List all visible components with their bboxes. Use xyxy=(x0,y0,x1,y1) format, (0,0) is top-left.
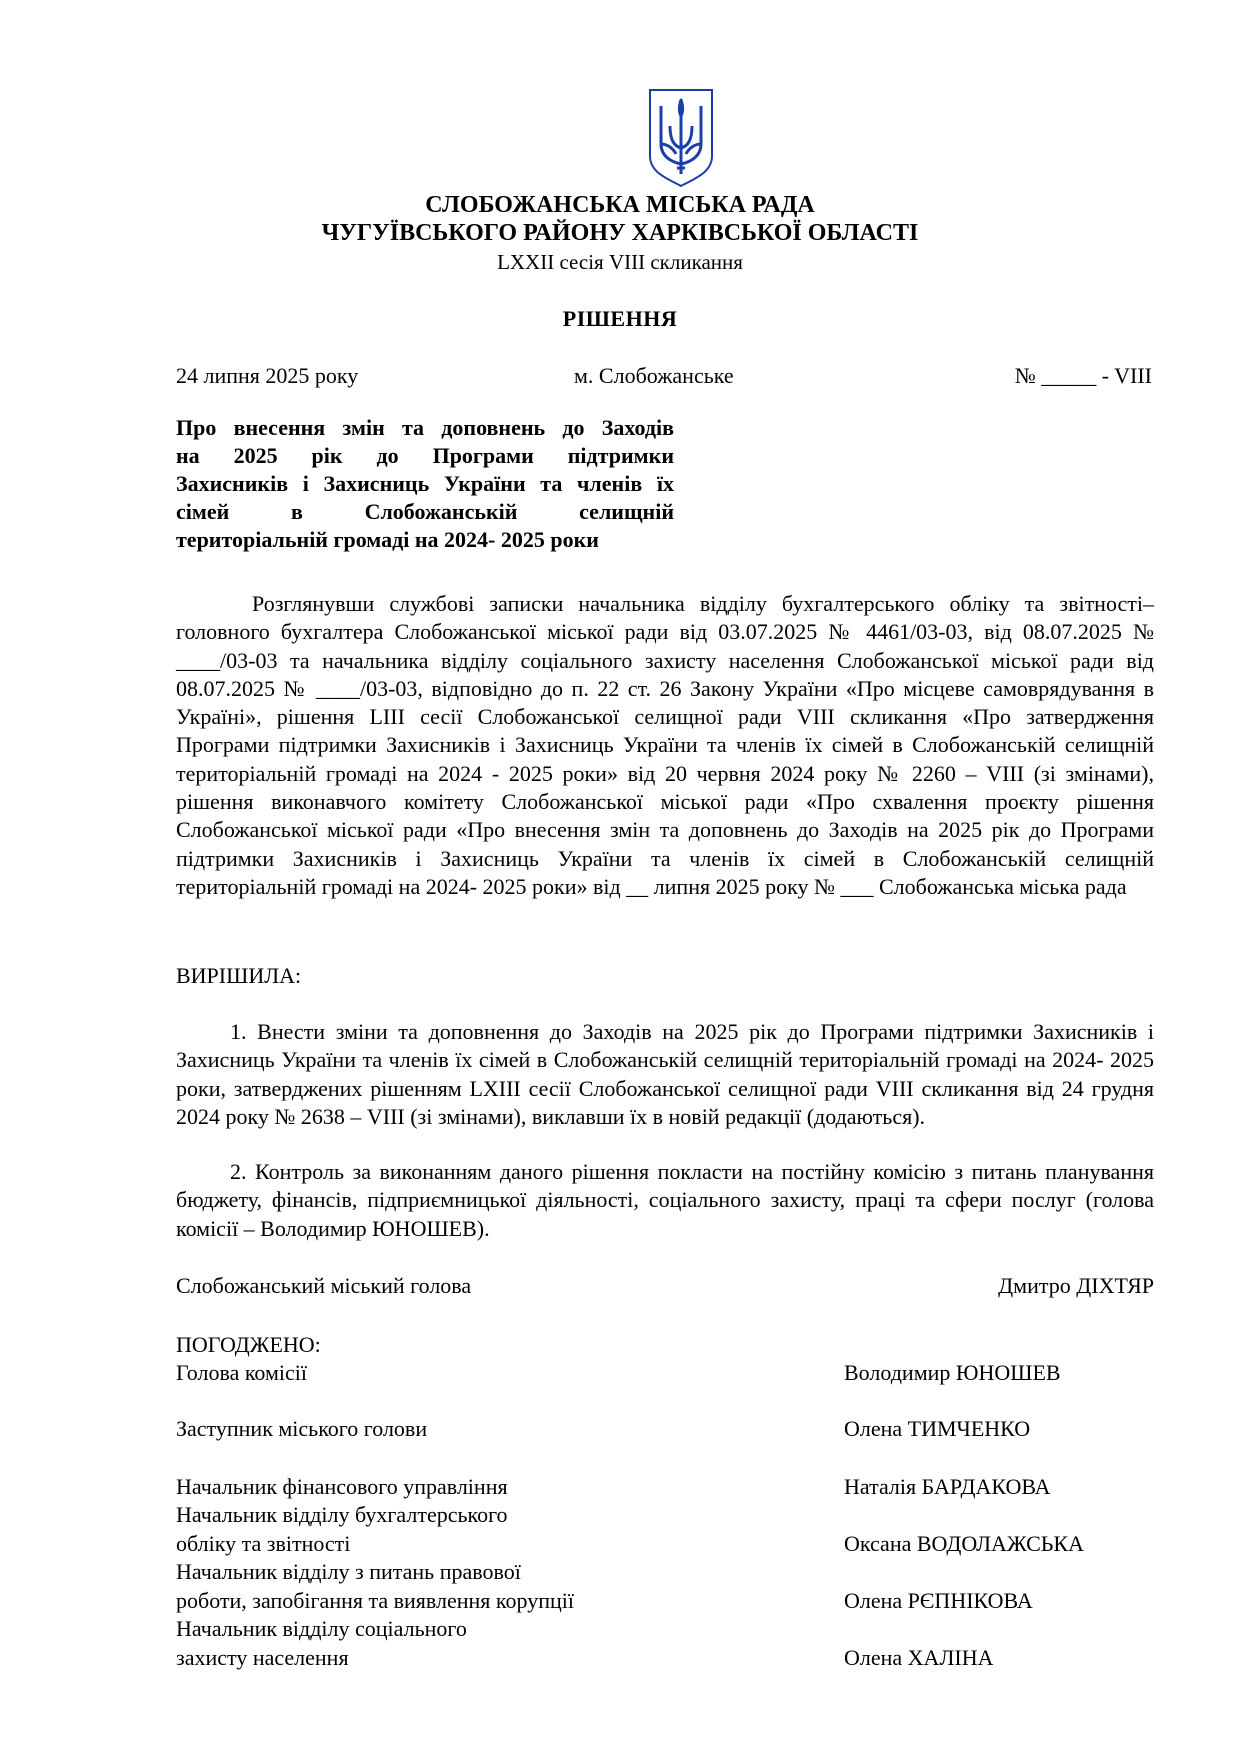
document-number: № _____ - VIII xyxy=(1014,363,1152,388)
approval-position: Начальник відділу бухгалтерського xyxy=(176,1502,508,1527)
signature-name: Дмитро ДІХТЯР xyxy=(998,1273,1154,1298)
approval-position: Начальник відділу соціального xyxy=(176,1616,467,1641)
preamble-paragraph: Розглянувши службові записки начальника відділу бухгалтерського обліку та звітності– головного бухгалтера Слобожанської міської ради від 03.07.2025 № 4461/03-03, від 08.07.2025 № ____/03-03 та начальника відділу соціального захисту населення Слобожанської міської ради від 08.07.2025 № ____/03-03, відповідно до п. 22 ст. 26 Закону України «Про місцеве самоврядування в Україні», рішення LIII сесії Слобожанської селищної ради VIII скликання «Про затвердження Програми підтримки Захисників і Захисниць України та членів їх сімей в Слобожанській селищній територіальній громаді на 2024 - 2025 роки» від 20 червня 2024 року № 2260 – VIII (зі змінами), рішення виконавчого комітету Слобожанської міської ради «Про схвалення проєкту рішення Слобожанської міської ради «Про внесення змін та доповнень до Заходів на 2025 рік до Програми підтримки Захисників і Захисниць України та членів їх сімей в Слобожанській селищній територіальній громаді на 2024- 2025 роки» від __ липня 2025 року № ___ Слобожанська міська рада xyxy=(176,591,1154,899)
dateline xyxy=(176,362,1154,390)
document-date: 24 липня 2025 року xyxy=(176,363,359,388)
decision-subject xyxy=(176,414,674,554)
decision-item-2: 2. Контроль за виконанням даного рішення покласти на постійну комісію з питань планування бюджету, фінансів, підприємницької діяльності, соціального захисту, праці та сфери послуг (голова комісії – Володимир ЮНОШЕВ). xyxy=(176,1159,1154,1241)
approval-name: Наталія БАРДАКОВА xyxy=(844,1474,1051,1499)
approval-position: Заступник міського голови xyxy=(176,1416,428,1441)
district-title: ЧУГУЇВСЬКОГО РАЙОНУ ХАРКІВСЬКОЇ ОБЛАСТІ xyxy=(321,220,919,246)
approval-position: Начальник фінансового управління xyxy=(176,1474,508,1499)
signature-position: Слобожанський міський голова xyxy=(176,1273,472,1298)
approval-position: роботи, запобігання та виявлення корупції xyxy=(176,1588,574,1613)
approval-name: Олена ТИМЧЕНКО xyxy=(844,1416,1031,1441)
council-title: СЛОБОЖАНСЬКА МІСЬКА РАДА xyxy=(425,192,815,218)
approval-name: Оксана ВОДОЛАЖСЬКА xyxy=(844,1531,1084,1556)
decided-heading: ВИРІШИЛА: xyxy=(176,963,302,988)
approval-name: Олена ХАЛІНА xyxy=(844,1645,994,1670)
subject-line: на 2025 рік до Програми підтримки xyxy=(176,443,674,468)
subject-line: територіальній громаді на 2024- 2025 роки xyxy=(176,527,599,552)
approval-position: Начальник відділу з питань правової xyxy=(176,1559,521,1584)
subject-line: Захисників і Захисниць України та членів їх xyxy=(176,471,674,496)
document-place: м. Слобожанське xyxy=(574,363,734,388)
approval-position: захисту населення xyxy=(176,1645,349,1670)
approval-position: Голова комісії xyxy=(176,1360,308,1385)
session-title: LXXII сесія VIII скликання xyxy=(497,250,743,274)
decision-item-1: 1. Внести зміни та доповнення до Заходів на 2025 рік до Програми підтримки Захисників і Захисниць України та членів їх сімей в Слобожанській селищній територіальній громаді на 2024- 2025 роки, затверджених рішенням LXIII сесії Слобожанської селищної ради VIII скликання від 24 грудня 2024 року № 2638 – VIII (зі змінами), виклавши їх в новій редакції (додаються). xyxy=(176,1019,1154,1129)
document-type: РІШЕННЯ xyxy=(562,306,678,331)
approval-name: Олена РЄПНІКОВА xyxy=(844,1588,1033,1613)
approval-name: Володимир ЮНОШЕВ xyxy=(844,1360,1061,1385)
trident-emblem-icon xyxy=(644,86,718,188)
approval-position: обліку та звітності xyxy=(176,1531,351,1556)
approvals-heading-text: ПОГОДЖЕНО: xyxy=(176,1332,321,1357)
subject-line: Про внесення змін та доповнень до Заходів xyxy=(176,415,674,440)
subject-line: сімей в Слобожанській селищній xyxy=(176,499,674,524)
